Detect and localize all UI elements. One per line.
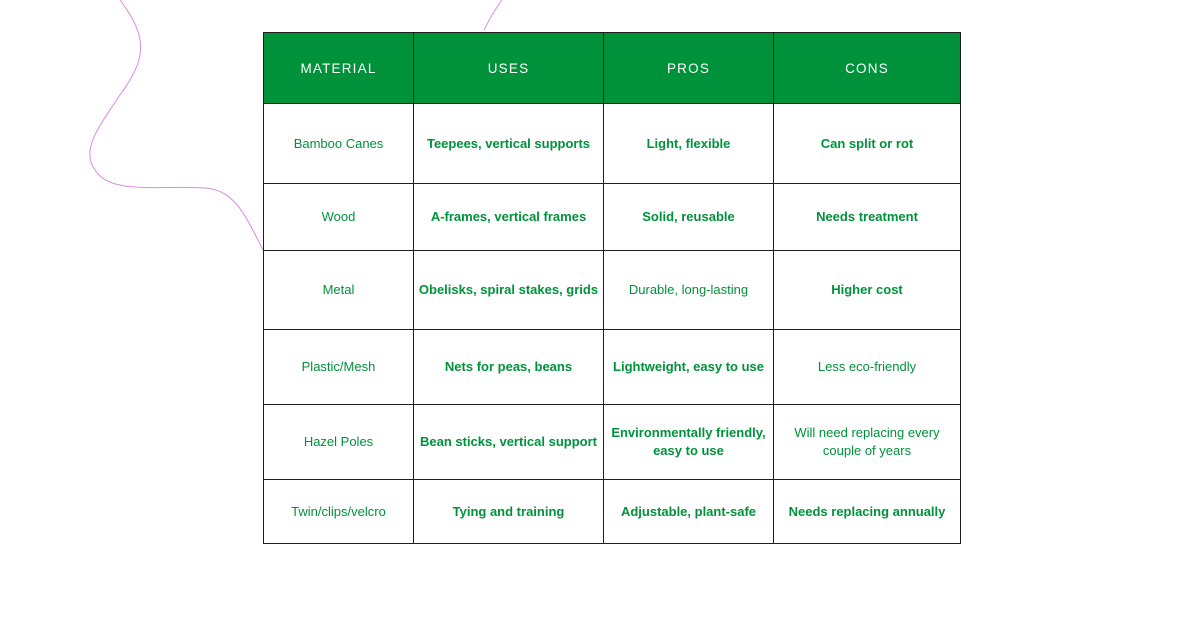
header-uses: USES: [414, 33, 604, 104]
cell-pros: Durable, long-lasting: [604, 251, 774, 330]
cell-cons: Needs treatment: [774, 184, 961, 251]
header-material: MATERIAL: [264, 33, 414, 104]
header-pros: PROS: [604, 33, 774, 104]
cell-pros: Environmentally friendly, easy to use: [604, 405, 774, 480]
cell-cons: Needs replacing annually: [774, 480, 961, 544]
table-header-row: [264, 33, 961, 104]
cell-pros: Solid, reusable: [604, 184, 774, 251]
cell-uses: Nets for peas, beans: [414, 330, 604, 405]
decorative-curve-line-top: [484, 0, 502, 30]
cell-cons: Will need replacing every couple of years: [774, 405, 961, 480]
cell-pros: Lightweight, easy to use: [604, 330, 774, 405]
cell-uses: Tying and training: [414, 480, 604, 544]
cell-material: Twin/clips/velcro: [264, 480, 414, 544]
table-row: [264, 251, 961, 330]
cell-cons: Less eco-friendly: [774, 330, 961, 405]
cell-uses: Teepees, vertical supports: [414, 104, 604, 184]
decorative-curve-line: [90, 0, 263, 250]
cell-cons: Higher cost: [774, 251, 961, 330]
cell-material: Bamboo Canes: [264, 104, 414, 184]
cell-uses: Bean sticks, vertical support: [414, 405, 604, 480]
table-row: [264, 405, 961, 480]
cell-pros: Adjustable, plant-safe: [604, 480, 774, 544]
cell-uses: Obelisks, spiral stakes, grids: [414, 251, 604, 330]
cell-material: Plastic/Mesh: [264, 330, 414, 405]
table-row: [264, 330, 961, 405]
cell-material: Metal: [264, 251, 414, 330]
cell-material: Wood: [264, 184, 414, 251]
cell-cons: Can split or rot: [774, 104, 961, 184]
header-cons: CONS: [774, 33, 961, 104]
materials-table: [263, 32, 961, 544]
table-row: [264, 104, 961, 184]
table-row: [264, 480, 961, 544]
table-row: [264, 184, 961, 251]
cell-uses: A-frames, vertical frames: [414, 184, 604, 251]
cell-pros: Light, flexible: [604, 104, 774, 184]
cell-material: Hazel Poles: [264, 405, 414, 480]
